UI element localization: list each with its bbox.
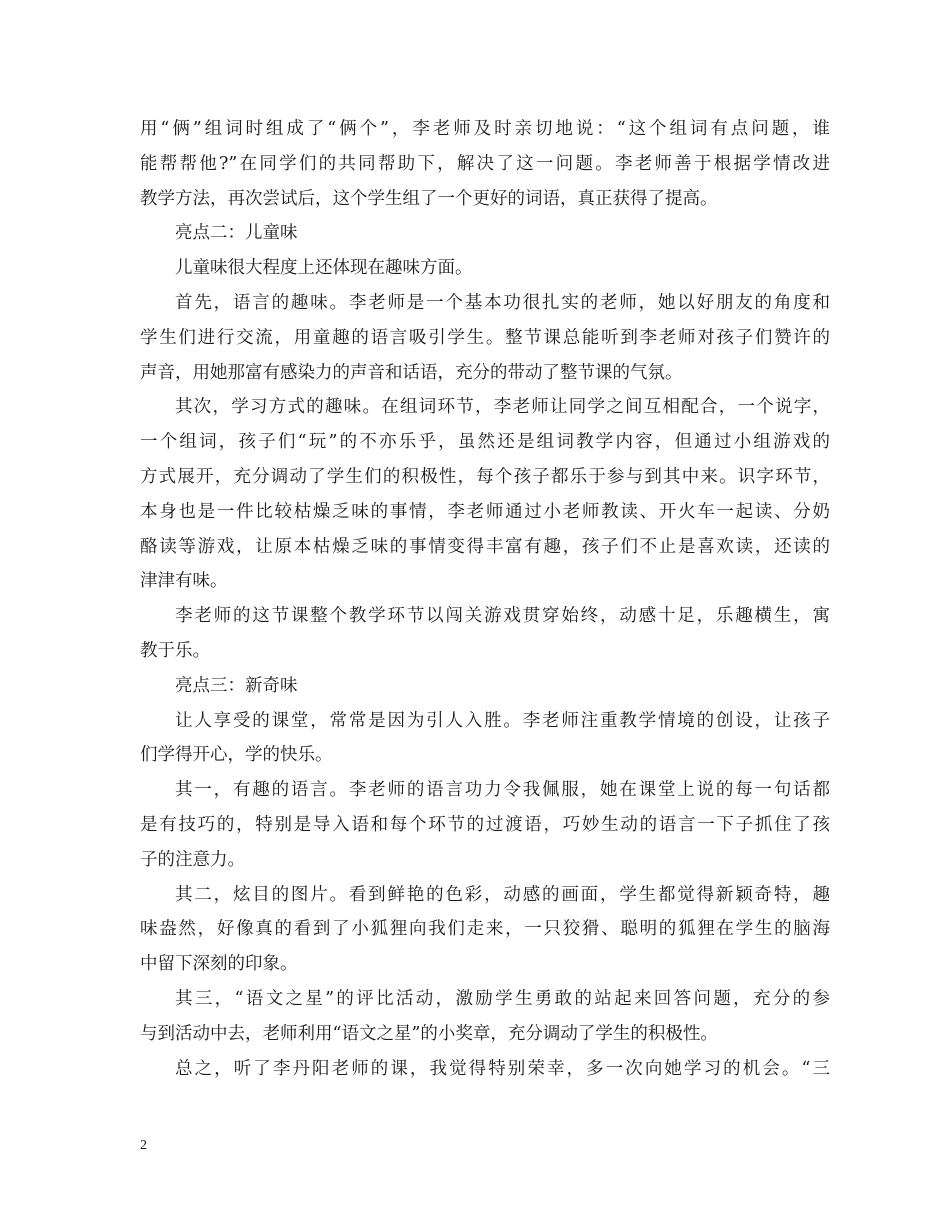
text-line: 其一，有趣的语言。李老师的语言功力令我佩服，她在课堂上说的每一句话都 bbox=[175, 780, 830, 801]
text-line: 是有技巧的，特别是导入语和每个环节的过渡语，巧妙生动的语言一下子抓住了孩 bbox=[140, 814, 830, 835]
text-line: 总之，听了李丹阳老师的课，我觉得特别荣幸，多一次向她学习的机会。“三 bbox=[175, 1058, 830, 1079]
text-line: 让人享受的课堂，常常是因为引人入胜。李老师注重教学情境的创设，让孩子 bbox=[175, 710, 830, 731]
text-line: 教于乐。 bbox=[140, 640, 210, 661]
text-line: 中留下深刻的印象。 bbox=[140, 954, 298, 975]
text-line: 首先，语言的趣味。李老师是一个基本功很扎实的老师，她以好朋友的角度和 bbox=[175, 292, 830, 313]
text-line: 与到活动中去，老师利用“语文之星”的小奖章，充分调动了学生的积极性。 bbox=[140, 1023, 718, 1044]
text-line: 子的注意力。 bbox=[140, 849, 245, 870]
text-line: 津津有味。 bbox=[140, 571, 228, 592]
section-heading: 亮点二：儿童味 bbox=[175, 223, 298, 244]
text-line: 能帮帮他?”在同学们的共同帮助下，解决了这一问题。李老师善于根据学情改进 bbox=[140, 153, 830, 174]
document-body bbox=[140, 112, 830, 1086]
text-line: 李老师的这节课整个教学环节以闯关游戏贯穿始终，动感十足，乐趣横生，寓 bbox=[175, 606, 830, 627]
text-line: 学生们进行交流，用童趣的语言吸引学生。整节课总能听到李老师对孩子们赞许的 bbox=[140, 327, 830, 348]
text-line: 儿童味很大程度上还体现在趣味方面。 bbox=[175, 258, 473, 279]
text-line: 声音，用她那富有感染力的声音和话语，充分的带动了整节课的气氛。 bbox=[140, 362, 683, 383]
text-line: 味盎然，好像真的看到了小狐狸向我们走来，一只狡猾、聪明的狐狸在学生的脑海 bbox=[140, 919, 830, 940]
text-line: 方式展开，充分调动了学生们的积极性，每个孩子都乐于参与到其中来。识字环节， bbox=[140, 466, 830, 487]
text-line: 一个组词，孩子们“玩”的不亦乐乎，虽然还是组词教学内容，但通过小组游戏的 bbox=[140, 432, 830, 453]
text-line: 其次，学习方式的趣味。在组词环节，李老师让同学之间互相配合，一个说字， bbox=[175, 397, 830, 418]
text-line: 们学得开心，学的快乐。 bbox=[140, 745, 333, 766]
text-line: 本身也是一件比较枯燥乏味的事情，李老师通过小老师教读、开火车一起读、分奶 bbox=[140, 501, 830, 522]
text-line: 其三，“语文之星”的评比活动，激励学生勇敢的站起来回答问题，充分的参 bbox=[175, 988, 830, 1009]
page-number: 2 bbox=[140, 1138, 147, 1153]
text-line: 其二，炫目的图片。看到鲜艳的色彩，动感的画面，学生都觉得新颖奇特，趣 bbox=[175, 884, 830, 905]
text-line: 用“俩”组词时组成了“俩个”，李老师及时亲切地说：“这个组词有点问题，谁 bbox=[140, 119, 830, 139]
section-heading: 亮点三：新奇味 bbox=[175, 675, 298, 696]
text-line: 教学方法，再次尝试后，这个学生组了一个更好的词语，真正获得了提高。 bbox=[140, 188, 718, 209]
text-line: 酪读等游戏，让原本枯燥乏味的事情变得丰富有趣，孩子们不止是喜欢读，还读的 bbox=[140, 536, 830, 557]
